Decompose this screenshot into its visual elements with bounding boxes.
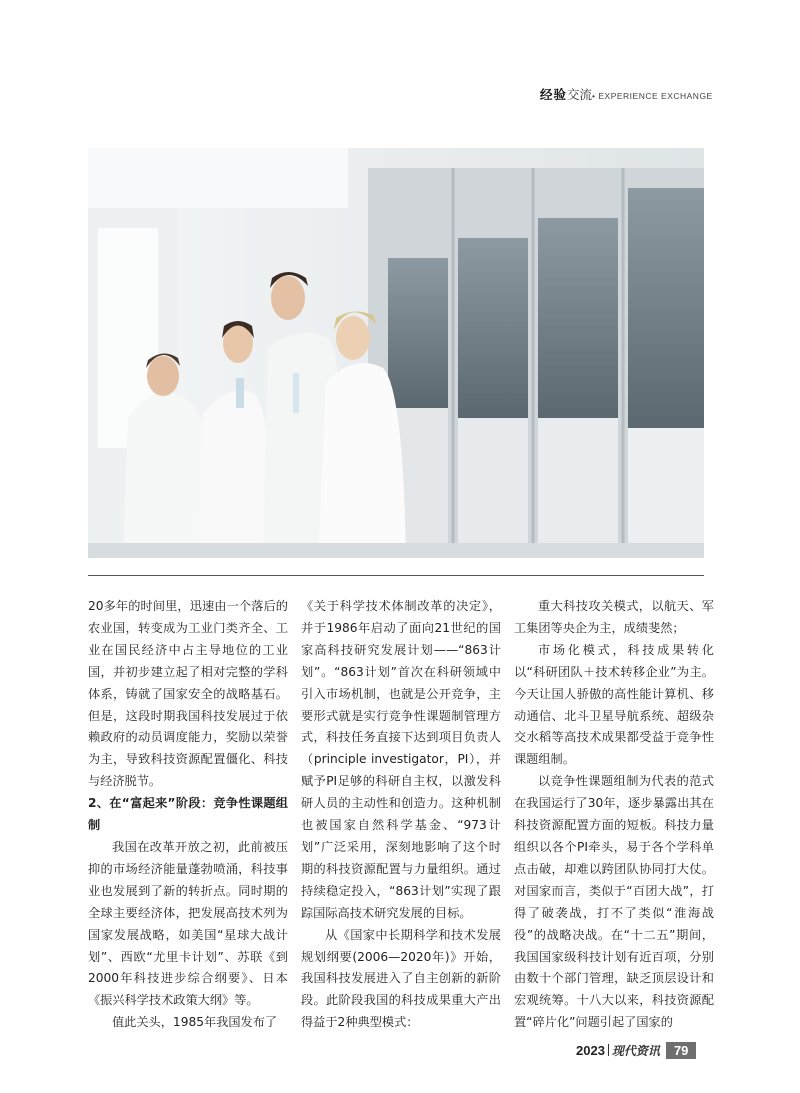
paragraph: 我国在改革开放之初，此前被压抑的市场经济能量蓬勃喷涌，科技事业也发展到了新的转折点。同时期的全球主要经济体，把发展高技术列为国家发展战略，如美国“星球大战计划”、西欧“尤里卡计划”、苏联《到2000年科技进步综合纲要》、日本《振兴科学技术政策大纲》等。 — [88, 839, 288, 1008]
page-number: 79 — [666, 1042, 696, 1059]
lab-photo-illustration — [88, 148, 704, 558]
section-title: 交流 — [567, 87, 593, 102]
section-heading: 2、在“富起来”阶段：竞争性课题组制 — [88, 796, 288, 833]
paragraph: 20多年的时间里，迅速由一个落后的农业国，转变成为工业门类齐全、工业在国民经济中占主导地位的工业国，并初步建立起了相对完整的学科体系，铸就了国家安全的战略基石。但是，这段时期我国科技发展过于依赖政府的动员调度能力，奖励以荣誉为主，导致科技资源配置僵化、科技与经济脱节。 — [88, 599, 288, 789]
paragraph: 以竞争性课题组制为代表的范式在我国运行了30年，逐步暴露出其在科技资源配置方面的短板。科技力量组织以各个PI牵头，易于各个学科单点击破，却难以跨团队协同打大仗。对国家而言，类似于“百团大战”，打得了破袭战，打不了类似“淮海战役”的战略决战。在“十二五”期间，我国国家级科技计划有近百项，分别由数十个部门管理，缺乏顶层设计和宏观统筹。十八大以来，科技资源配置“碎片化”问题引起了国家的 — [514, 774, 714, 1030]
paragraph: 从《国家中长期科学和技术发展规划纲要(2006—2020年)》开始，我国科技发展进入了自主创新的新阶段。此阶段我国的科技成果重大产出得益于2种典型模式： — [301, 927, 501, 1030]
issue-year: 2023 — [576, 1043, 605, 1058]
section-title-english: • EXPERIENCE EXCHANGE — [592, 91, 713, 101]
paragraph: 市场化模式，科技成果转化以“科研团队＋技术转移企业”为主。今天让国人骄傲的高性能计算机、移动通信、北斗卫星导航系统、超级杂交水稻等高技术成果都受益于竞争性课题组制。 — [514, 642, 714, 767]
footer-separator — [608, 1044, 609, 1056]
paragraph: 重大科技攻关模式，以航天、军工集团等央企为主，成绩斐然； — [514, 599, 714, 635]
text-column-3 — [514, 596, 714, 1034]
magazine-name: 现代资讯 — [611, 1044, 660, 1058]
section-header — [540, 84, 713, 102]
divider-line — [88, 575, 704, 576]
text-column-1 — [88, 596, 288, 1034]
paragraph: 值此关头，1985年我国发布了 — [112, 1015, 278, 1030]
text-column-2 — [301, 596, 501, 1034]
page-footer — [576, 1040, 696, 1056]
fume-hood-cabinets — [368, 168, 704, 558]
section-title-bold: 经验 — [540, 87, 568, 102]
paragraph: 《关于科学技术体制改革的决定》，并于1986年启动了面向21世纪的国家高科技研究发展计划——“863计划”。“863计划”首次在科研领域中引入市场机制，也就是公开竞争，主要形式就是实行竞争性课题制管理方式，科技任务直接下达到项目负责人（principle investigator，PI），并赋予PI足够的科研自主权，以激发科研人员的主动性和创造力。这种机制也被国家自然科学基金、“973计划”广泛采用，深刻地影响了这个时期的科技资源配置与力量组织。通过持续稳定投入，“863计划”实现了跟踪国际高技术研究发展的目标。 — [301, 599, 501, 920]
lab-photo — [88, 148, 704, 558]
